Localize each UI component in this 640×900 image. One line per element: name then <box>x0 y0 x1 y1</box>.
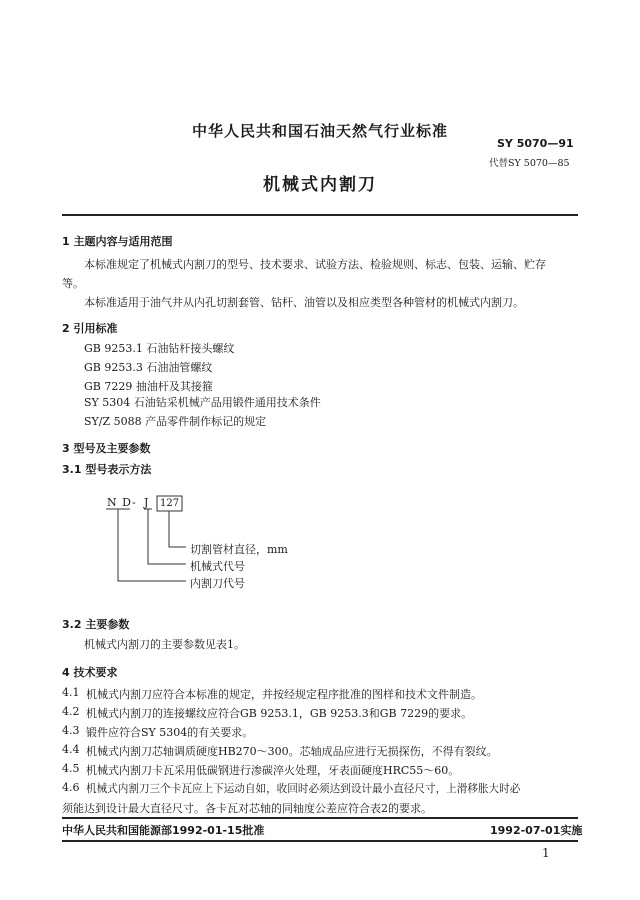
section-1-para-2: 本标准适用于油气井从内孔切割套管、钻杆、油管以及相应类型各种管材的机械式内割刀。 <box>84 296 524 309</box>
clause-text: 锻件应符合SY 5304的有关要求。 <box>86 726 254 739</box>
document-org: 中华人民共和国石油天然气行业标准 <box>191 122 448 140</box>
page-number: 1 <box>542 846 550 860</box>
clause-number: 4.3 <box>62 724 80 737</box>
clause-number: 4.4 <box>62 743 80 756</box>
section-2-heading: 2 引用标准 <box>62 322 118 335</box>
clause-text: 机械式内割刀应符合本标准的规定，并按经规定程序批准的图样和技术文件制造。 <box>86 688 482 701</box>
label-mechanical-code: 机械式代号 <box>190 560 245 573</box>
clause-number: 4.1 <box>62 686 80 699</box>
section-4-heading: 4 技术要求 <box>62 666 118 679</box>
section-3-2-heading: 3.2 主要参数 <box>62 618 130 631</box>
section-1-para-1: 本标准规定了机械式内割刀的型号、技术要求、试验方法、检验规则、标志、包装、运输、贮存 <box>84 258 546 271</box>
reference-item: GB 9253.3 石油油管螺纹 <box>84 361 213 374</box>
reference-item: GB 7229 抽油杆及其接箍 <box>84 380 213 393</box>
reference-item: SY 5304 石油钻采机械产品用锻件通用技术条件 <box>84 396 321 409</box>
section-1-para-1-cont: 等。 <box>62 277 84 290</box>
reference-item: SY/Z 5088 产品零件制作标记的规定 <box>84 415 267 428</box>
section-3-1-heading: 3.1 型号表示方法 <box>62 463 152 476</box>
clause-text-cont: 须能达到设计最大直径尺寸。各卡瓦对芯轴的同轴度公差应符合表2的要求。 <box>62 802 432 815</box>
model-prefix: N D <box>107 496 132 509</box>
model-designation-diagram <box>100 492 400 592</box>
section-3-heading: 3 型号及主要参数 <box>62 442 151 455</box>
footer-rule-bottom <box>62 840 578 842</box>
clause-text: 机械式内割刀三个卡瓦应上下运动自如，收回时必须达到设计最小直径尺寸，上滑移胀大时必 <box>86 783 521 795</box>
clause-number: 4.2 <box>62 705 80 718</box>
section-1-heading: 1 主题内容与适用范围 <box>62 235 173 248</box>
section-3-2-text: 机械式内割刀的主要参数见表1。 <box>84 638 245 651</box>
model-dash: - <box>132 496 136 509</box>
approval-line: 中华人民共和国能源部1992-01-15批准 <box>62 824 265 837</box>
clause-number: 4.5 <box>62 762 80 775</box>
model-type-code: J <box>144 496 149 509</box>
clause-text: 机械式内割刀卡瓦采用低碳钢进行渗碳淬火处理，牙表面硬度HRC55～60。 <box>86 764 460 777</box>
clause-text: 机械式内割刀的连接螺纹应符合GB 9253.1，GB 9253.3和GB 7229的要求。 <box>86 707 473 720</box>
replaces-code: 代替SY 5070—85 <box>489 158 570 169</box>
effective-date: 1992-07-01实施 <box>490 824 583 837</box>
clause-text: 机械式内割刀芯轴调质硬度HB270～300。芯轴成品应进行无损探伤，不得有裂纹。 <box>86 745 498 758</box>
reference-item: GB 9253.1 石油钻杆接头螺纹 <box>84 342 235 355</box>
footer-rule-top <box>62 817 578 819</box>
document-title: 机械式内割刀 <box>263 175 377 195</box>
label-cutter-code: 内割刀代号 <box>190 577 245 590</box>
model-size-box: 127 <box>160 498 180 509</box>
label-cut-diameter: 切割管材直径，mm <box>190 543 288 556</box>
clause-number: 4.6 <box>62 781 80 794</box>
standard-code: SY 5070—91 <box>497 137 574 150</box>
header-rule <box>62 214 578 216</box>
